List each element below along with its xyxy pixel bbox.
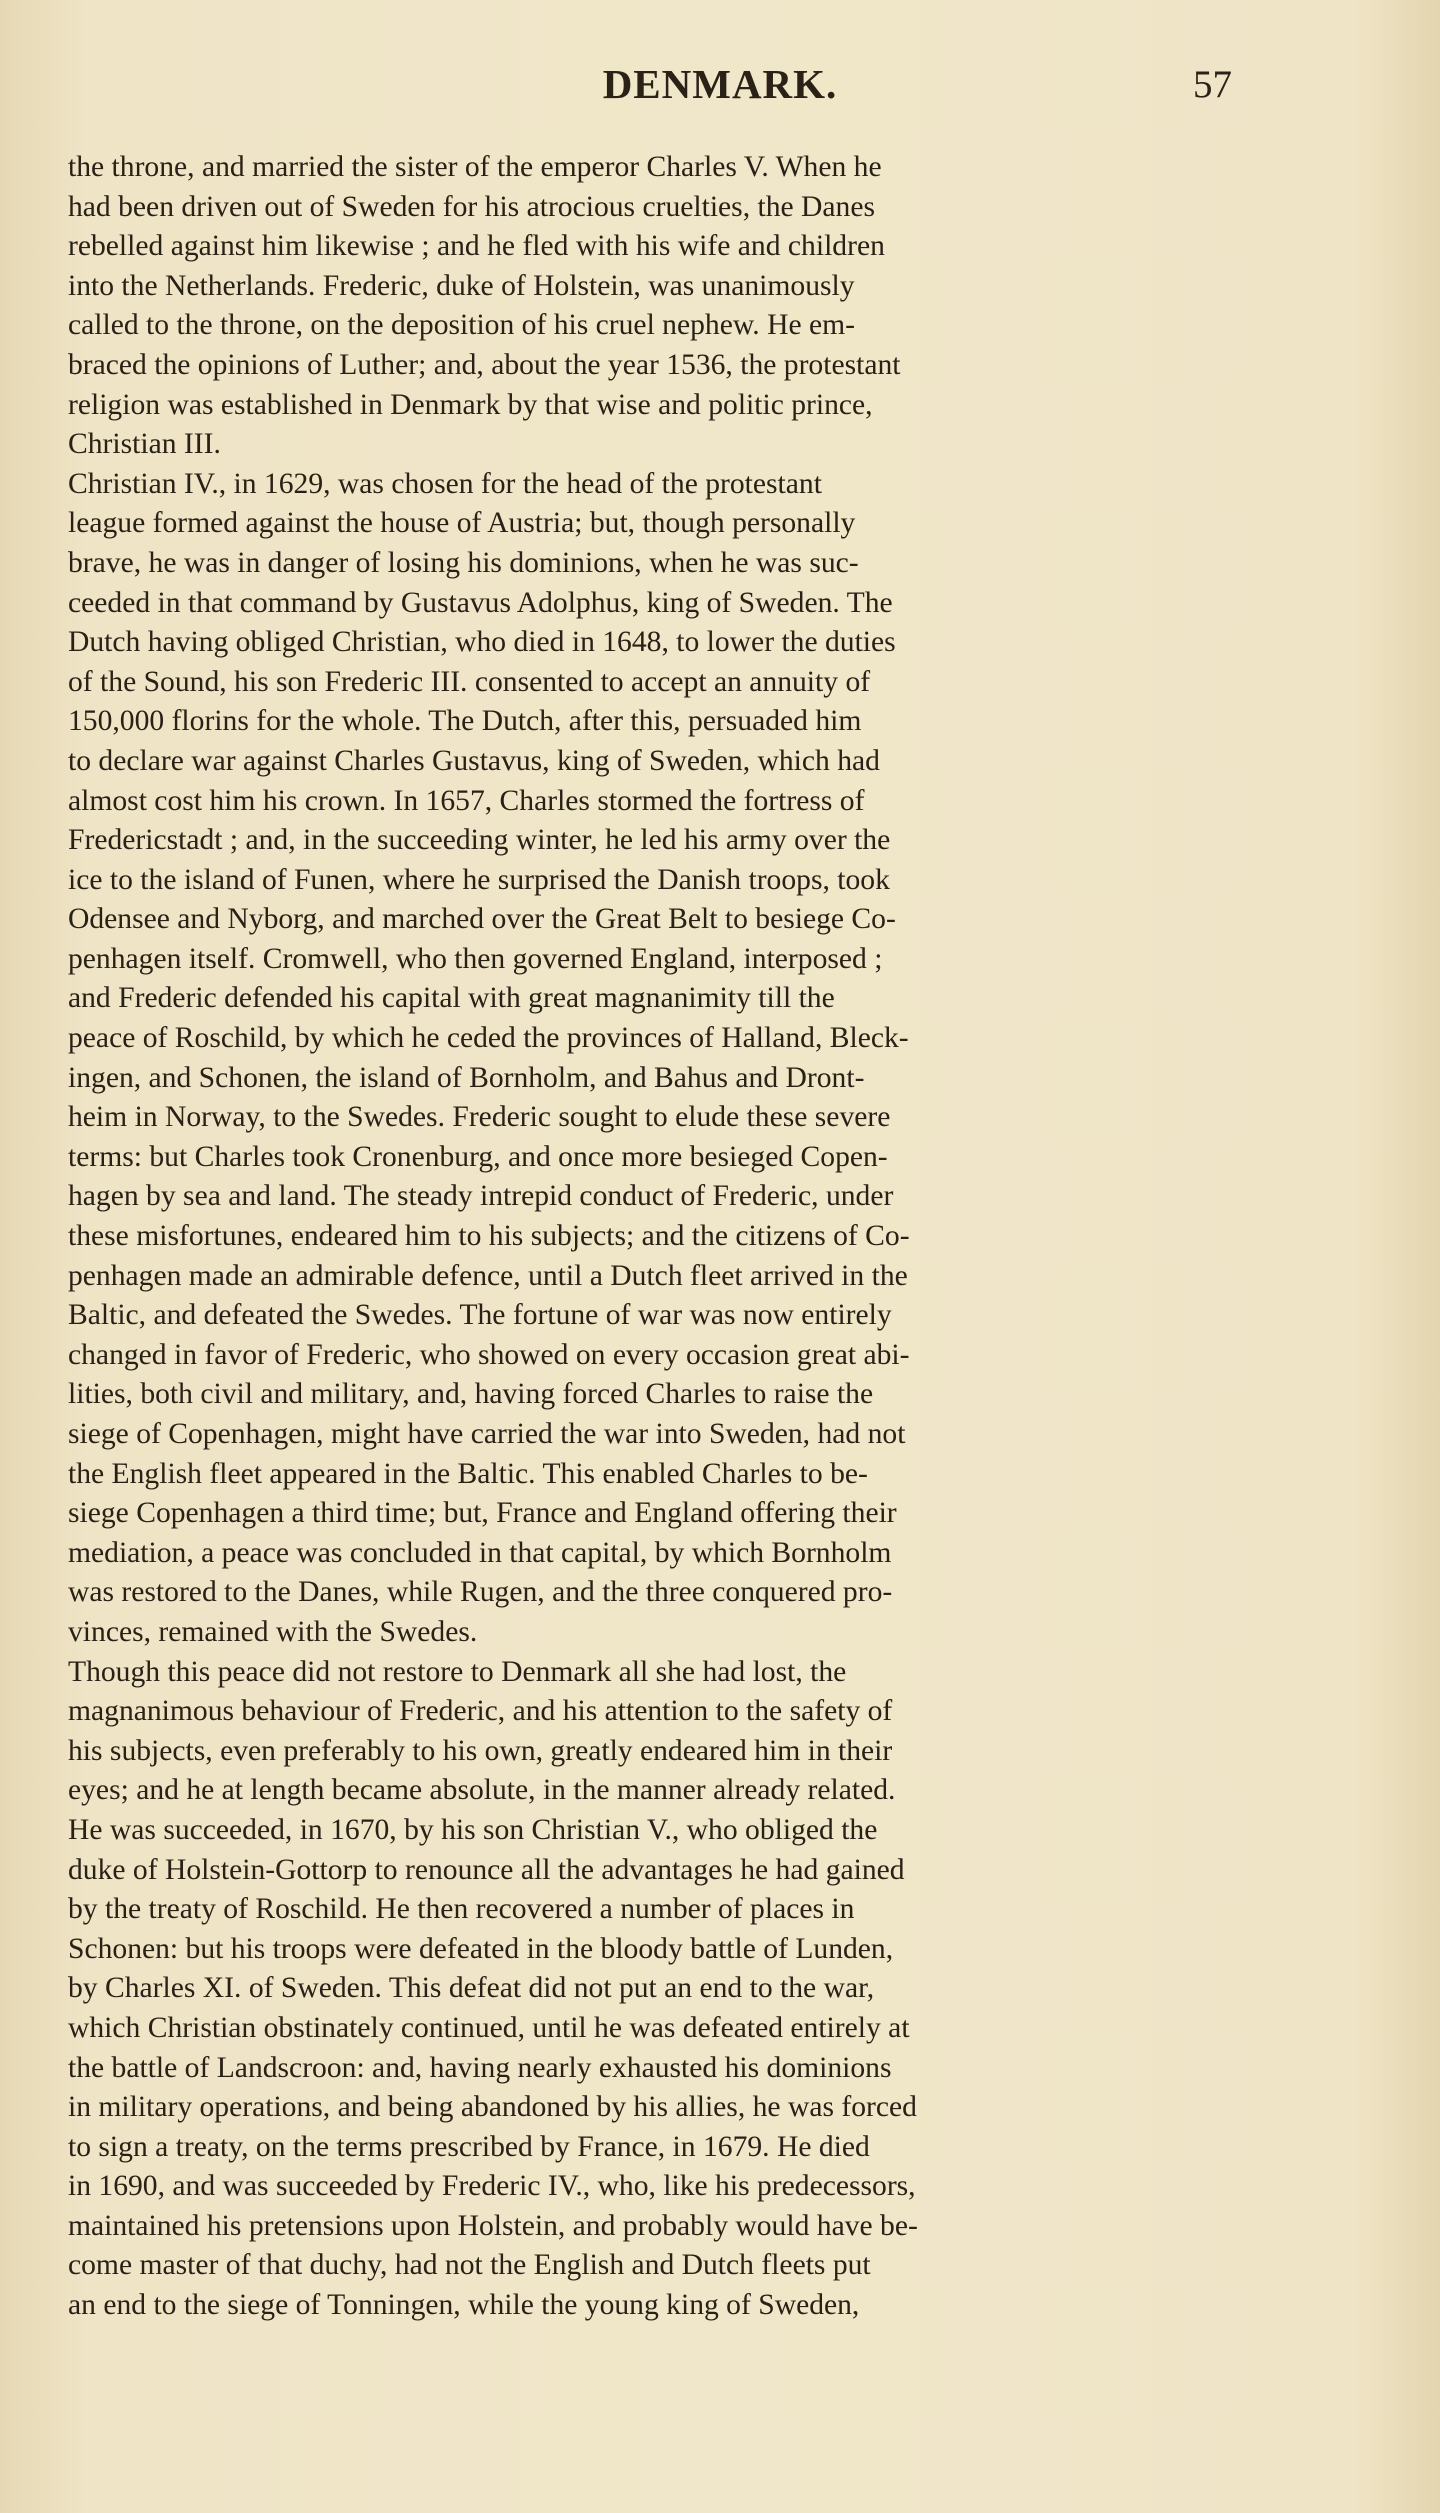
paragraph-1: the throne, and married the sister of the emperor Charles V. When he had been driven out of Sweden for his atrocious cruelties, the Danes rebelled against him likewise ; and he fled with his wife and children into the Netherlands. Frederic, duke of Holstein, was unanimously called to the throne, on the deposition of his cruel nephew. He em- braced the opinions of Luther; and, about the year 1536, the protestant religion was established in Denmark by that wise and politic prince, Christian III. <box>68 151 901 461</box>
paragraph-2: Christian IV., in 1629, was chosen for the head of the protestant league formed against the house of Austria; but, though personally brave, he was in danger of losing his dominions, when he was suc- ceeded in that command by Gustavus Adolphus, king of Sweden. The Dutch having obliged Christian, who died in 1648, to lower the duties of the Sound, his son Frederic III. consented to accept an annuity of 150,000 florins for the whole. The Dutch, after this, persuaded him to declare war against Charles Gustavus, king of Sweden, which had almost cost him his crown. In 1657, Charles stormed the fortress of Fredericstadt ; and, in the succeeding winter, he led his army over the ice to the island of Funen, where he surprised the Danish troops, took Odensee and Nyborg, and marched over the Great Belt to besiege Co- penhagen itself. Cromwell, who then governed England, interposed ; and Frederic defended his capital with great magnanimity till the peace of Roschild, by which he ceded the provinces of Halland, Bleck- ingen, and Schonen, the island of Bornholm, and Bahus and Dront- heim in Norway, to the Swedes. Frederic sought to elude these severe terms: but Charles took Cronenburg, and once more besieged Copen- hagen by sea and land. The steady intrepid conduct of Frederic, under these misfortunes, endeared him to his subjects; and the citizens of Co- penhagen made an admirable defence, until a Dutch fleet arrived in the Baltic, and defeated the Swedes. The fortune of war was now entirely changed in favor of Frederic, who showed on every occasion great abi- lities, both civil and military, and, having forced Charles to raise the siege of Copenhagen, might have carried the war into Sweden, had not the English fleet appeared in the Baltic. This enabled Charles to be- siege Copenhagen a third time; but, France and England offering their mediation, a peace was concluded in that capital, by which Bornholm was restored to the Danes, while Rugen, and the three conquered pro- vinces, remained with the Swedes. <box>68 467 910 1648</box>
running-head: DENMARK. <box>602 61 838 107</box>
body-text <box>68 148 1236 2326</box>
paragraph-3: Though this peace did not restore to Denmark all she had lost, the magnanimous behaviour of Frederic, and his attention to the safety of his subjects, even preferably to his own, greatly endeared him in their eyes; and he at length became absolute, in the manner already related. He was succeeded, in 1670, by his son Christian V., who obliged the duke of Holstein-Gottorp to renounce all the advantages he had gained by the treaty of Roschild. He then recovered a number of places in Schonen: but his troops were defeated in the bloody battle of Lunden, by Charles XI. of Sweden. This defeat did not put an end to the war, which Christian obstinately continued, until he was defeated entirely at the battle of Landscroon: and, having nearly exhausted his dominions in military operations, and being abandoned by his allies, he was forced to sign a treaty, on the terms prescribed by France, in 1679. He died in 1690, and was succeeded by Frederic IV., who, like his predecessors, maintained his pretensions upon Holstein, and probably would have be- come master of that duchy, had not the English and Dutch fleets put an end to the siege of Tonningen, while the young king of Sweden, <box>68 1655 918 2322</box>
page-header <box>0 60 1440 120</box>
page-number: 57 <box>1193 63 1232 106</box>
